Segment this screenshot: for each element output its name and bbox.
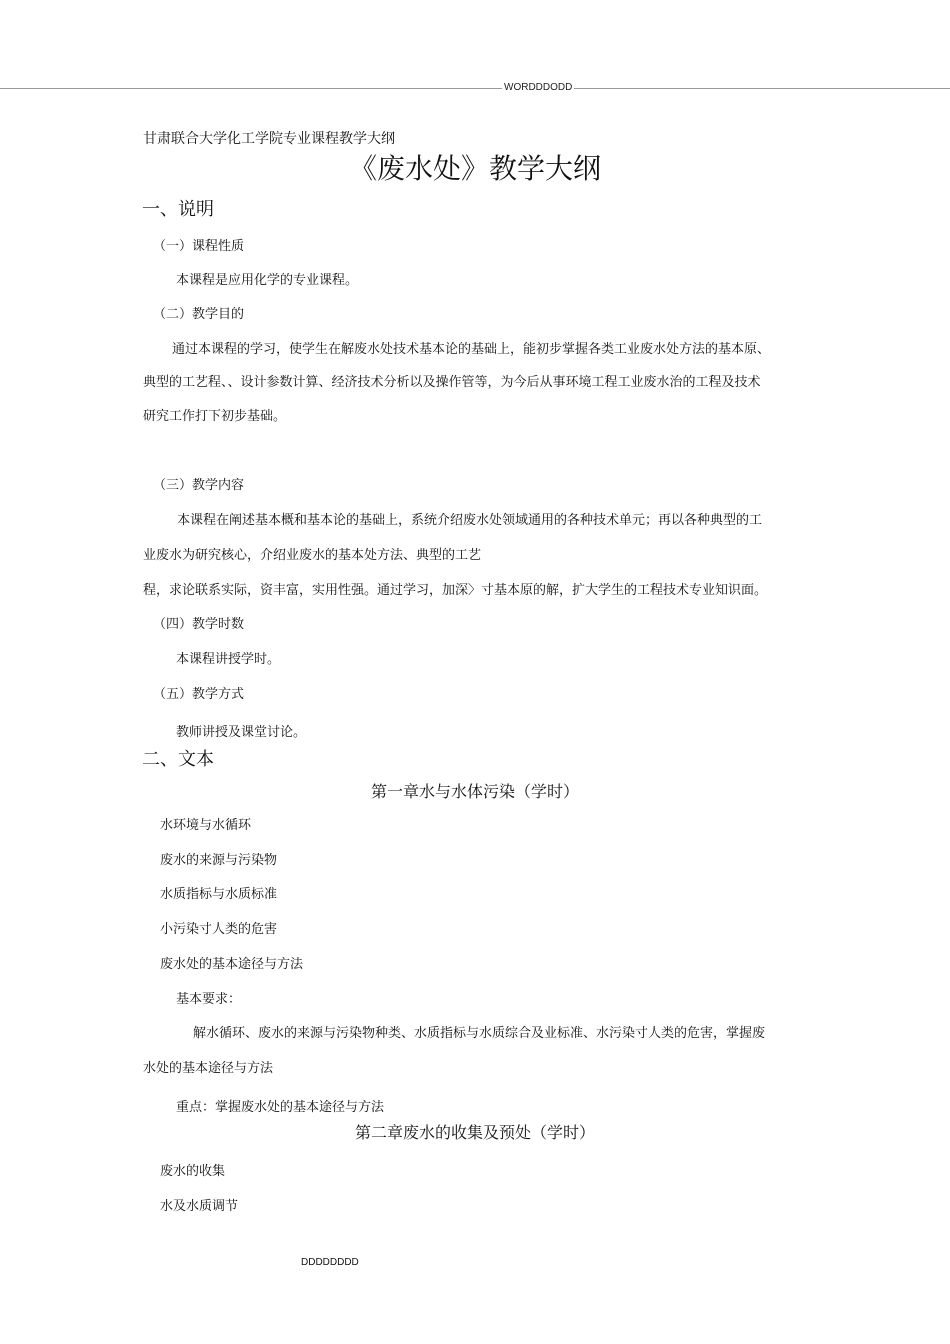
chapter-1-item: 废水处的基本途径与方法 xyxy=(160,957,304,972)
subsection-method-text: 教师讲授及课堂讨论。 xyxy=(176,725,307,740)
chapter-1-key-point: 重点：掌握废水处的基本途径与方法 xyxy=(176,1100,385,1115)
subsection-method-heading: （五）教学方式 xyxy=(153,687,245,702)
chapter-2-item: 废水的收集 xyxy=(160,1164,226,1179)
org-title: 甘肃联合大学化工学院专业课程教学大纲 xyxy=(143,131,395,147)
subsection-purpose-heading: （二）教学目的 xyxy=(153,307,245,322)
subsection-content-heading: （三）教学内容 xyxy=(153,478,245,493)
chapter-1-item: 水质指标与水质标准 xyxy=(160,887,278,902)
chapter-2-title: 第二章废水的收集及预处（学时） xyxy=(354,1123,595,1142)
purpose-line-1: 通过本课程的学习，使学生在解废水处技术基本论的基础上，能初步掌握各类工业废水处方法的基本原、 xyxy=(172,342,771,357)
chapter-2-item: 水及水质调节 xyxy=(160,1199,239,1214)
header-rule xyxy=(0,88,950,89)
page-footer: DDDDDDDD xyxy=(301,1257,359,1268)
subsection-nature-text: 本课程是应用化学的专业课程。 xyxy=(176,273,359,288)
content-line-1: 本课程在阐述基本概和基本论的基础上，系统介绍废水处领域通用的各种技术单元；再以各种典型的工 xyxy=(177,513,763,528)
chapter-1-item: 水环境与水循环 xyxy=(160,818,252,833)
chapter-1-requirements-line-2: 水处的基本途径与方法 xyxy=(143,1061,274,1076)
chapter-1-item: 小污染寸人类的危害 xyxy=(160,922,278,937)
subsection-hours-heading: （四）教学时数 xyxy=(153,617,245,632)
chapter-1-item: 废水的来源与污染物 xyxy=(160,853,278,868)
chapter-1-requirements-line-1: 解水循环、废水的来源与污染物种类、水质指标与水质综合及业标准、水污染寸人类的危害，掌握废 xyxy=(193,1026,766,1041)
section-1-heading: 一、说明 xyxy=(142,199,214,220)
subsection-hours-text: 本课程讲授学时。 xyxy=(176,652,281,667)
document-title: 《废水处》教学大纲 xyxy=(348,152,601,185)
subsection-nature-heading: （一）课程性质 xyxy=(153,239,245,254)
chapter-1-title: 第一章水与水体污染（学时） xyxy=(370,782,579,801)
purpose-line-2: 典型的工艺程、、设计参数计算、经济技术分析以及操作管等，为今后从事环境工程工业废水治的工程及技术 xyxy=(143,375,761,390)
section-2-heading: 二、文本 xyxy=(142,749,214,770)
chapter-1-requirements-label: 基本要求： xyxy=(176,992,242,1007)
content-line-3: 程，求论联系实际，资丰富，实用性强。通过学习，加深〉寸基本原的解，扩大学生的工程技术专业知识面。 xyxy=(143,583,768,598)
purpose-line-3: 研究工作打下初步基础。 xyxy=(143,409,287,424)
page-header: WORDDDODD xyxy=(504,82,573,93)
content-line-2: 业废水为研究核心，介绍业废水的基本处方法、典型的工艺 xyxy=(143,548,482,563)
